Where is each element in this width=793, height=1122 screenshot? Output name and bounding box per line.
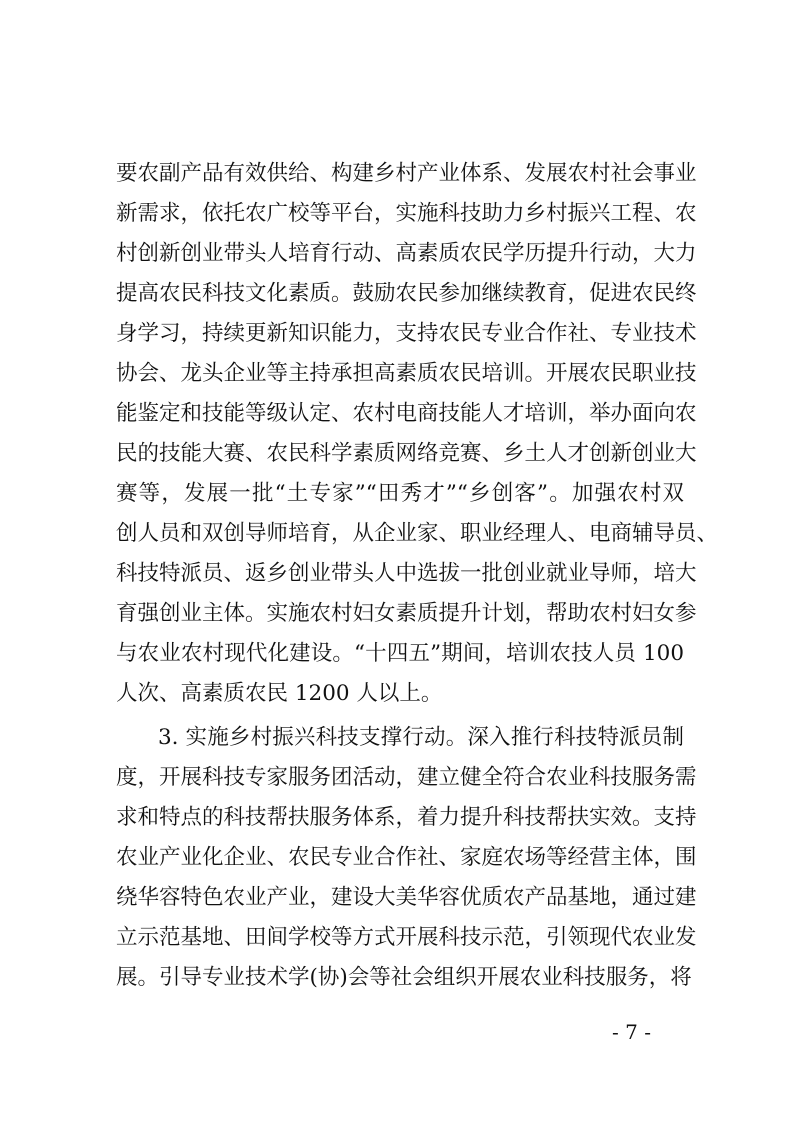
text-line: 新需求，依托农广校等平台，实施科技助力乡村振兴工程、农 xyxy=(116,201,697,226)
text-line: 绕华容特色农业产业，建设大美华容优质农产品基地，通过建 xyxy=(116,885,697,910)
text-line: 3. 实施乡村振兴科技支撑行动。深入推行科技特派员制 xyxy=(158,725,684,750)
text-line: 村创新创业带头人培育行动、高素质农民学历提升行动，大力 xyxy=(116,241,697,266)
text-line: 求和特点的科技帮扶服务体系，着力提升科技帮扶实效。支持 xyxy=(116,805,697,830)
text-line: 民的技能大赛、农民科学素质网络竞赛、乡土人才创新创业大 xyxy=(116,441,697,466)
text-line: 协会、龙头企业等主持承担高素质农民培训。开展农民职业技 xyxy=(116,361,697,386)
text-line: 农业产业化企业、农民专业合作社、家庭农场等经营主体，围 xyxy=(116,845,697,870)
text-line: 身学习，持续更新知识能力，支持农民专业合作社、专业技术 xyxy=(116,321,697,346)
text-line: 创人员和双创导师培育，从企业家、职业经理人、电商辅导员、 xyxy=(116,521,719,546)
text-line: 与农业农村现代化建设。“十四五”期间，培训农技人员 100 xyxy=(116,641,684,666)
text-line: 能鉴定和技能等级认定、农村电商技能人才培训，举办面向农 xyxy=(116,401,697,426)
text-line: 赛等，发展一批“土专家”“田秀才”“乡创客”。加强农村双 xyxy=(116,481,684,506)
text-line: 科技特派员、返乡创业带头人中选拔一批创业就业导师，培大 xyxy=(116,561,697,586)
text-line: 育强创业主体。实施农村妇女素质提升计划，帮助农村妇女参 xyxy=(116,601,697,626)
text-line: 度，开展科技专家服务团活动，建立健全符合农业科技服务需 xyxy=(116,765,697,790)
page-number: - 7 - xyxy=(612,1020,651,1044)
text-line: 要农副产品有效供给、构建乡村产业体系、发展农村社会事业 xyxy=(116,161,697,186)
text-line: 展。引导专业技术学(协)会等社会组织开展农业科技服务，将 xyxy=(116,965,692,990)
text-line: 立示范基地、田间学校等方式开展科技示范，引领现代农业发 xyxy=(116,925,697,950)
text-line: 人次、高素质农民 1200 人以上。 xyxy=(116,681,443,706)
text-line: 提高农民科技文化素质。鼓励农民参加继续教育，促进农民终 xyxy=(116,281,697,306)
